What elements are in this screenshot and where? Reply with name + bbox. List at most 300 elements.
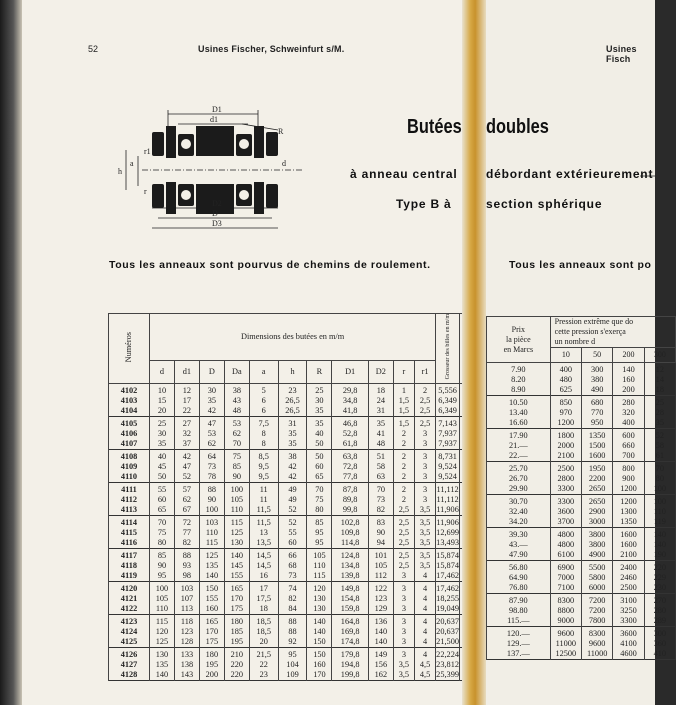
table-cell: 31: [278, 417, 307, 430]
subtitle-left-2: Type B à: [396, 197, 452, 211]
table-row: [487, 517, 676, 528]
price-cell: 47.90: [487, 550, 551, 561]
table-cell: 92: [278, 637, 307, 648]
table-cell: 22: [174, 406, 199, 417]
pressure-cell: 7200: [582, 606, 613, 616]
table-row: [109, 627, 475, 637]
table-cell: 115: [307, 571, 332, 582]
table-cell: 200: [199, 670, 224, 681]
table-cell: 124,8: [332, 549, 369, 562]
pressure-cell: 280: [644, 606, 675, 616]
table-cell: 45: [150, 462, 175, 472]
table-cell: 9,524: [436, 462, 460, 472]
pressure-cell: 1200: [550, 418, 581, 429]
table-cell: 174,8: [332, 637, 369, 648]
row-number-cell: 4104: [109, 406, 150, 417]
subtitle-left-1: à anneau central: [350, 167, 458, 181]
table-cell: 41,8: [332, 406, 369, 417]
table-cell: 26,5: [278, 396, 307, 406]
row-number-cell: 4121: [109, 594, 150, 604]
pressure-cell: 3250: [613, 606, 644, 616]
table-cell: 107: [174, 594, 199, 604]
table-cell: 50: [307, 439, 332, 450]
col-header-dim: Da: [224, 361, 249, 384]
table-cell: 113: [174, 604, 199, 615]
page-number: 52: [88, 44, 99, 54]
price-cell: 120.—: [487, 627, 551, 640]
pressure-cell: 1950: [582, 462, 613, 475]
pressure-cell: 229: [644, 573, 675, 583]
note-right: Tous les anneaux sont po: [509, 259, 652, 271]
pressure-cell: 140: [613, 363, 644, 376]
row-number-cell: 4115: [109, 528, 150, 538]
table-cell: 3: [393, 571, 414, 582]
table-cell: 38: [224, 384, 249, 397]
pressure-cell: 8300: [582, 627, 613, 640]
table-cell: 8,5: [249, 450, 278, 463]
col-header-dim: D1: [332, 361, 369, 384]
table-cell: 60: [307, 462, 332, 472]
table-cell: 55: [150, 483, 175, 496]
table-row: [487, 583, 676, 594]
table-cell: 25: [307, 384, 332, 397]
table-row: [487, 561, 676, 574]
table-cell: 125: [150, 637, 175, 648]
table-cell: 160: [307, 660, 332, 670]
table-cell: 110: [199, 528, 224, 538]
table-cell: 150: [199, 582, 224, 595]
table-cell: 179,8: [332, 648, 369, 661]
table-cell: 2,5: [393, 561, 414, 571]
pressure-cell: 320: [613, 408, 644, 418]
pressure-cell: 1350: [582, 429, 613, 442]
table-cell: 35: [199, 396, 224, 406]
table-row: [487, 550, 676, 561]
row-number-cell: 4118: [109, 561, 150, 571]
pressure-cell: 770: [582, 408, 613, 418]
price-cell: 29.90: [487, 484, 551, 495]
table-cell: 63,8: [332, 450, 369, 463]
table-cell: 47: [174, 462, 199, 472]
table-cell: 52: [278, 516, 307, 529]
pressure-cell: 2500: [613, 583, 644, 594]
table-cell: 18: [249, 604, 278, 615]
table-cell: 3: [414, 462, 435, 472]
table-cell: 73: [278, 571, 307, 582]
table-cell: 125: [199, 549, 224, 562]
table-cell: 93: [174, 561, 199, 571]
pressure-cell: 2460: [613, 573, 644, 583]
table-cell: 15,874: [436, 549, 460, 562]
pressure-cell: 6100: [550, 550, 581, 561]
col-header-dim: r: [393, 361, 414, 384]
col-header-speed: 50: [582, 348, 613, 363]
pressure-cell: 220: [644, 561, 675, 574]
pressure-cell: 140: [644, 528, 675, 541]
table-cell: 20,637: [436, 627, 459, 637]
table-cell: 123: [368, 594, 393, 604]
table-cell: 70: [150, 516, 175, 529]
running-head-right: Usines Fisch: [606, 44, 637, 64]
table-cell: 2,5: [414, 406, 435, 417]
table-row: [109, 450, 475, 463]
table-cell: 3: [414, 450, 435, 463]
table-cell: 3: [393, 582, 414, 595]
table-cell: 12: [174, 384, 199, 397]
table-cell: 100: [150, 582, 175, 595]
pressure-cell: 5500: [582, 561, 613, 574]
row-number-cell: 4103: [109, 396, 150, 406]
table-cell: 48: [224, 406, 249, 417]
pressure-cell: 2100: [550, 451, 581, 462]
table-row: [109, 472, 475, 483]
table-cell: 105: [307, 549, 332, 562]
pressure-cell: 1200: [613, 484, 644, 495]
pressure-cell: 9600: [550, 627, 581, 640]
table-cell: 2,5: [414, 417, 435, 430]
label-d1: d1: [210, 115, 218, 124]
table-cell: 6: [249, 396, 278, 406]
pressure-cell: 35: [644, 418, 675, 429]
table-cell: 31: [368, 406, 393, 417]
table-cell: 3,5: [414, 538, 435, 549]
table-cell: 85: [224, 462, 249, 472]
col-header-prix: Prix la pièce en Marcs: [487, 317, 551, 363]
pressure-cell: 11000: [550, 639, 581, 649]
table-row: [109, 505, 475, 516]
pressure-cell: 2900: [582, 507, 613, 517]
col-header-dim: r1: [414, 361, 435, 384]
table-row: [109, 495, 475, 505]
table-cell: 50: [150, 472, 175, 483]
table-cell: 95: [307, 538, 332, 549]
table-cell: 17,5: [249, 594, 278, 604]
table-cell: 17,462: [436, 571, 459, 581]
pressure-cell: 289: [644, 616, 675, 627]
table-cell: 89,8: [332, 495, 369, 505]
table-cell: 82: [368, 505, 393, 516]
col-header-dim: a: [249, 361, 278, 384]
table-cell: 82: [278, 594, 307, 604]
table-cell: 4: [414, 582, 435, 595]
table-row: [109, 516, 475, 529]
pressure-cell: 52: [644, 429, 675, 442]
table-cell: 180: [224, 615, 249, 628]
table-cell: 72,8: [332, 462, 369, 472]
table-cell: 159,8: [332, 604, 369, 615]
table-cell: 43: [224, 396, 249, 406]
table-cell: 1,5: [393, 417, 414, 430]
table-cell: 136: [368, 615, 393, 628]
table-row: [487, 418, 676, 429]
pressure-cell: 800: [613, 462, 644, 475]
pressure-cell: 360: [644, 639, 675, 649]
table-cell: 9,5: [249, 462, 278, 472]
pressure-cell: 8300: [550, 594, 581, 607]
table-row: [487, 606, 676, 616]
table-cell: 2,5: [393, 516, 414, 529]
table-row: [109, 384, 475, 397]
table-cell: 220: [224, 670, 249, 681]
table-cell: 2,5: [393, 528, 414, 538]
pressure-cell: 2400: [613, 561, 644, 574]
pressure-cell: 4100: [613, 639, 644, 649]
table-cell: 169,8: [332, 627, 369, 637]
table-cell: 102,8: [332, 516, 369, 529]
table-cell: 35: [307, 406, 332, 417]
table-cell: 162: [368, 670, 393, 681]
pressure-cell: 625: [550, 385, 581, 396]
pressure-cell: 2100: [613, 550, 644, 561]
table-cell: 40: [150, 450, 175, 463]
table-cell: 105: [150, 594, 175, 604]
table-cell: 20: [150, 406, 175, 417]
bearing-diagram: [82, 104, 332, 244]
table-cell: 2: [393, 472, 414, 483]
table-cell: 78: [199, 472, 224, 483]
table-cell: 100: [224, 483, 249, 496]
pressure-cell: 190: [644, 550, 675, 561]
table-cell: 41: [368, 429, 393, 439]
table-cell: 38: [278, 450, 307, 463]
table-row: [487, 616, 676, 627]
table-cell: 125: [224, 528, 249, 538]
row-number-cell: 4126: [109, 648, 150, 661]
table-cell: 7,143: [436, 417, 460, 430]
price-cell: 10.50: [487, 396, 551, 409]
table-cell: 3: [414, 429, 435, 439]
table-cell: 75: [307, 495, 332, 505]
pressure-cell: 400: [613, 418, 644, 429]
table-cell: 5,556: [436, 384, 460, 397]
pressure-cell: 200: [613, 385, 644, 396]
pressure-cell: 1500: [582, 441, 613, 451]
table-cell: 8: [249, 429, 278, 439]
row-number-cell: 4116: [109, 538, 150, 549]
price-cell: 76.80: [487, 583, 551, 594]
label-d: d: [282, 159, 286, 168]
table-cell: 17: [174, 396, 199, 406]
label-h: h: [118, 167, 122, 176]
col-header-dim: d: [150, 361, 175, 384]
table-cell: 11,906: [436, 505, 459, 515]
table-cell: 112: [368, 571, 393, 582]
pressure-cell: 2650: [582, 495, 613, 508]
pressure-cell: 12: [644, 363, 675, 376]
table-cell: 150: [307, 648, 332, 661]
row-number-cell: 4102: [109, 384, 150, 397]
price-cell: 56.80: [487, 561, 551, 574]
table-cell: 154,8: [332, 594, 369, 604]
table-cell: 88: [278, 615, 307, 628]
left-page: [22, 0, 470, 705]
pressure-cell: 3800: [582, 540, 613, 550]
table-cell: 62: [224, 429, 249, 439]
table-cell: 8,731: [436, 450, 460, 463]
pressure-cell: 9000: [550, 616, 581, 627]
table-row: [487, 528, 676, 541]
pressure-cell: 4800: [550, 528, 581, 541]
table-cell: 3: [393, 615, 414, 628]
table-cell: 4,5: [414, 660, 435, 670]
table-cell: 118: [174, 615, 199, 628]
label-r1: r1: [144, 147, 151, 156]
table-cell: 2: [393, 462, 414, 472]
pressure-cell: 7100: [550, 583, 581, 594]
dimensions-table: [108, 313, 475, 681]
table-cell: 75: [150, 528, 175, 538]
book-gutter: [462, 0, 486, 705]
table-cell: 95: [278, 648, 307, 661]
table-row: [487, 507, 676, 517]
table-cell: 4: [414, 637, 435, 648]
pressure-cell: 480: [550, 375, 581, 385]
note-left: Tous les anneaux sont pourvus de chemins de roulement.: [109, 259, 431, 271]
table-cell: 12,699: [436, 528, 459, 538]
table-row: [487, 396, 676, 409]
table-cell: 130: [307, 594, 332, 604]
table-cell: 57: [174, 483, 199, 496]
table-cell: 80: [150, 538, 175, 549]
pressure-cell: 119: [644, 517, 675, 528]
pressure-cell: 2800: [550, 474, 581, 484]
table-cell: 110: [307, 561, 332, 571]
table-cell: 26,5: [278, 406, 307, 417]
table-cell: 160: [199, 604, 224, 615]
table-cell: 4: [414, 571, 435, 582]
row-number-cell: 4114: [109, 516, 150, 529]
table-cell: 22,224: [436, 648, 460, 661]
pressure-cell: 2200: [582, 474, 613, 484]
table-cell: 52,8: [332, 429, 369, 439]
col-header-grosseur: Grosseur des billes en m/m: [436, 314, 460, 384]
table-cell: 5: [249, 384, 278, 397]
table-row: [487, 429, 676, 442]
table-row: [109, 604, 475, 615]
pressure-cell: 280: [613, 396, 644, 409]
table-cell: 220: [224, 660, 249, 670]
table-cell: 88: [278, 627, 307, 637]
table-cell: 32: [174, 429, 199, 439]
table-cell: 35: [150, 439, 175, 450]
table-cell: 2: [414, 384, 435, 397]
pressure-cell: 3300: [550, 495, 581, 508]
table-cell: 140: [368, 637, 393, 648]
table-cell: 135: [199, 561, 224, 571]
table-cell: 115: [199, 538, 224, 549]
pressure-cell: 1600: [613, 540, 644, 550]
table-cell: 99,8: [332, 505, 369, 516]
table-cell: 139,8: [332, 571, 369, 582]
table-cell: 155: [224, 571, 249, 582]
table-cell: 61,8: [332, 439, 369, 450]
pressure-cell: 900: [613, 474, 644, 484]
row-number-cell: 4108: [109, 450, 150, 463]
table-row: [109, 637, 475, 648]
table-cell: 4,5: [414, 670, 435, 681]
table-row: [487, 649, 676, 660]
table-cell: 2: [393, 429, 414, 439]
table-cell: 3: [414, 495, 435, 505]
pressure-cell: 3800: [582, 528, 613, 541]
pressure-cell: 680: [582, 396, 613, 409]
table-row: [487, 441, 676, 451]
table-cell: 21,5: [249, 648, 278, 661]
table-cell: 53: [224, 417, 249, 430]
table-cell: 2,5: [393, 549, 414, 562]
table-cell: 210: [224, 648, 249, 661]
table-row: [109, 406, 475, 417]
price-cell: 32.40: [487, 507, 551, 517]
table-cell: 120: [307, 582, 332, 595]
table-cell: 35: [368, 417, 393, 430]
table-cell: 13,493: [436, 538, 459, 548]
table-cell: 77: [174, 528, 199, 538]
label-D2: D2: [212, 199, 222, 208]
table-cell: 62: [174, 495, 199, 505]
table-cell: 114,8: [332, 538, 369, 549]
table-cell: 3,5: [414, 549, 435, 562]
pressure-cell: 230: [644, 583, 675, 594]
table-cell: 85: [150, 549, 175, 562]
table-cell: 3: [393, 648, 414, 661]
table-cell: 49: [278, 495, 307, 505]
table-cell: 3: [393, 604, 414, 615]
table-cell: 25,399: [436, 670, 459, 680]
pressure-cell: 6900: [550, 561, 581, 574]
table-cell: 165: [224, 582, 249, 595]
row-number-cell: 4124: [109, 627, 150, 637]
col-header-pression: Pression extrême que do cette pression s'exerça un nombre d: [550, 317, 675, 348]
table-cell: 103: [174, 582, 199, 595]
label-D1: D1: [212, 105, 222, 114]
table-cell: 4: [414, 604, 435, 615]
table-cell: 18,5: [249, 615, 278, 628]
label-a: a: [130, 159, 134, 168]
label-R: R: [278, 127, 284, 136]
col-header-dim: R: [307, 361, 332, 384]
pressure-cell: 8800: [550, 606, 581, 616]
table-cell: 42: [278, 462, 307, 472]
table-cell: 130: [224, 538, 249, 549]
pressure-cell: 5800: [582, 573, 613, 583]
table-cell: 21,500: [436, 637, 459, 647]
price-cell: 25.70: [487, 462, 551, 475]
table-row: [487, 408, 676, 418]
table-cell: 15: [150, 396, 175, 406]
table-cell: 185: [224, 627, 249, 637]
table-cell: 155: [199, 594, 224, 604]
price-cell: 137.—: [487, 649, 551, 660]
table-row: [109, 417, 475, 430]
table-row: [487, 594, 676, 607]
price-cell: 7.90: [487, 363, 551, 376]
table-row: [109, 439, 475, 450]
pressure-cell: 2500: [550, 462, 581, 475]
price-cell: 8.20: [487, 375, 551, 385]
table-cell: 90: [199, 495, 224, 505]
pressure-cell: 1600: [613, 528, 644, 541]
table-cell: 4: [414, 627, 435, 637]
table-cell: 37: [174, 439, 199, 450]
pressure-cell: 1200: [613, 495, 644, 508]
table-cell: 88: [174, 549, 199, 562]
table-cell: 70: [224, 439, 249, 450]
pressure-cell: 410: [644, 649, 675, 660]
table-cell: 170: [199, 627, 224, 637]
table-cell: 3,5: [414, 516, 435, 529]
label-r: r: [144, 187, 147, 196]
